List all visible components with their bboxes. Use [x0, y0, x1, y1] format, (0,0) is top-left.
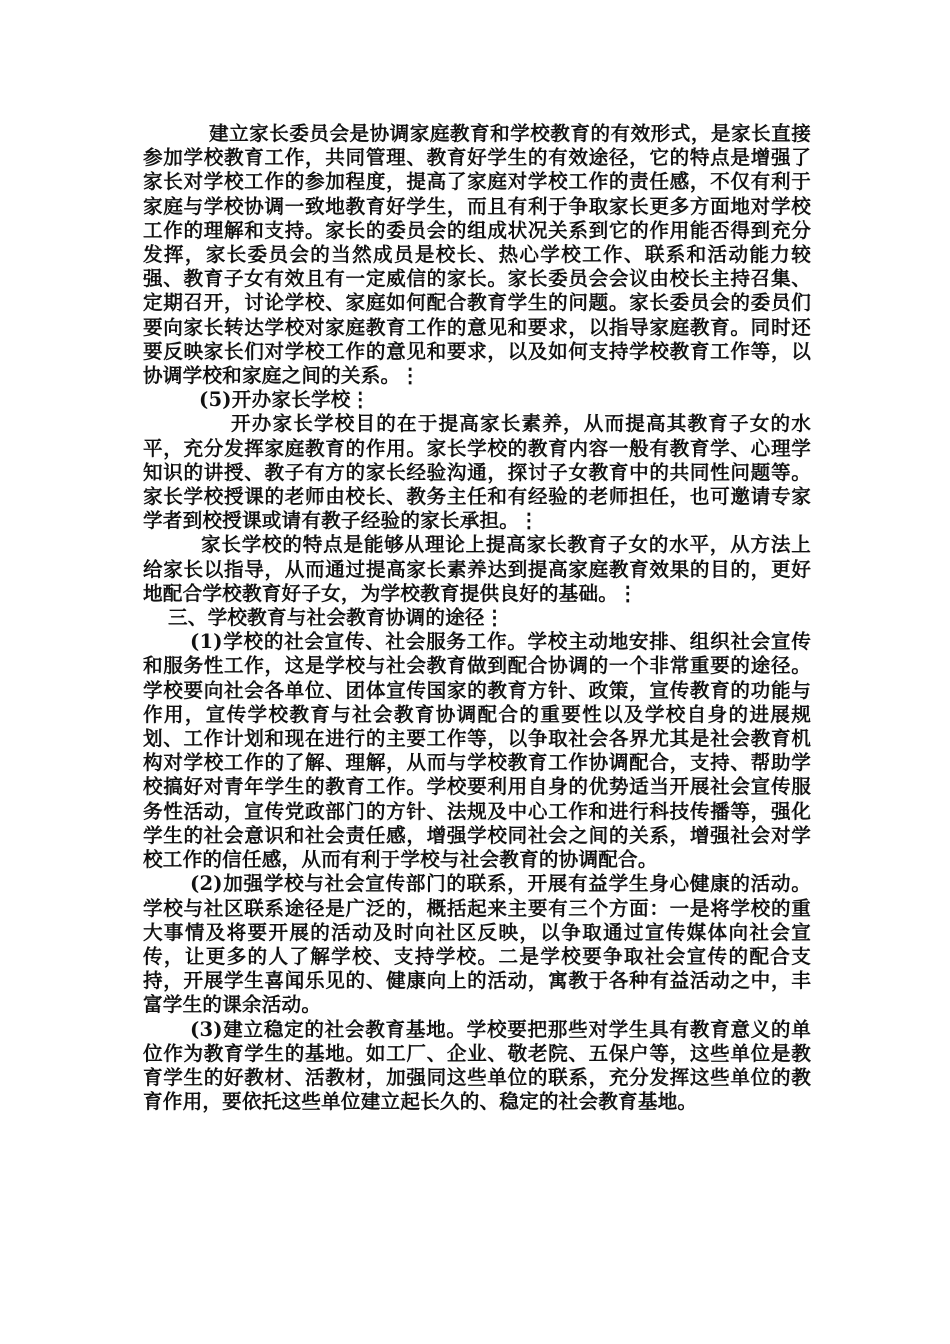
section-heading-school-society: 三、学校教育与社会教育协调的途径⋮: [168, 606, 505, 630]
paragraph-social-publicity: (1)学校的社会宣传、社会服务工作。学校主动地安排、组织社会宣传和服务性工作，这是学校与社会教育做到配合协调的一个非常重要的途径。学校要向社会各单位、团体宣传国家的教育方针、政策，宣传教育的功能与作用，宣传学校教育与社会教育协调配合的重要性以及学校自身的进展规划、工作计划和现在进行的主要工作等，以争取社会各界尤其是社会教育机构对学校工作的了解、理解，从而与学校教育工作协调配合，支持、帮助学校搞好对青年学生的教育工作。学校要利用自身的优势适当开展社会宣传服务性活动，宣传党政部门的方针、法规及中心工作和进行科技传播等，强化学生的社会意识和社会责任感，增强学校同社会之间的关系，增强社会对学校工作的信任感，从而有利于学校与社会教育的协调配合。: [143, 630, 811, 872]
paragraph-parent-school-purpose: 开办家长学校目的在于提高家长素养，从而提高其教育子女的水平，充分发挥家庭教育的作用。家长学校的教育内容一般有教育学、心理学知识的讲授、教子有方的家长经验沟通，探讨子女教育中的共同性问题等。家长学校授课的老师由校长、教务主任和有经验的老师担任，也可邀请专家学者到校授课或请有教子经验的家长承担。⋮: [143, 412, 811, 533]
paragraph-education-base: (3)建立稳定的社会教育基地。学校要把那些对学生具有教育意义的单位作为教育学生的基地。如工厂、企业、敬老院、五保户等，这些单位是教育学生的好教材、活教材，加强同这些单位的联系，充分发挥这些单位的教育作用，要依托这些单位建立起长久的、稳定的社会教育基地。: [143, 1017, 811, 1114]
document-page: [143, 122, 811, 1114]
heading-parent-school: (5)开办家长学校⋮: [199, 388, 371, 412]
paragraph-media-liaison: (2)加强学校与社会宣传部门的联系，开展有益学生身心健康的活动。学校与社区联系途径是广泛的，概括起来主要有三个方面：一是将学校的重大事情及将要开展的活动及时向社区反映，以争取通过宣传媒体向社会宣传，让更多的人了解学校、支持学校。二是学校要争取社会宣传的配合支持，开展学生喜闻乐见的、健康向上的活动，寓教于各种有益活动之中，丰富学生的课余活动。: [143, 872, 811, 1017]
paragraph-parent-committee: 建立家长委员会是协调家庭教育和学校教育的有效形式，是家长直接参加学校教育工作，共同管理、教育好学生的有效途径，它的特点是增强了家长对学校工作的参加程度，提高了家庭对学校工作的责任感，不仅有利于家庭与学校协调一致地教育好学生，而且有利于争取家长更多方面地对学校工作的理解和支持。家长的委员会的组成状况关系到它的作用能否得到充分发挥，家长委员会的当然成员是校长、热心学校工作、联系和活动能力较强、教育子女有效且有一定威信的家长。家长委员会会议由校长主持召集、定期召开，讨论学校、家庭如何配合教育学生的问题。家长委员会的委员们要向家长转达学校对家庭教育工作的意见和要求，以指导家庭教育。同时还要反映家长们对学校工作的意见和要求，以及如何支持学校教育工作等，以协调学校和家庭之间的关系。⋮: [143, 122, 811, 388]
paragraph-parent-school-features: 家长学校的特点是能够从理论上提高家长教育子女的水平，从方法上给家长以指导，从而通过提高家长素养达到提高家庭教育效果的目的，更好地配合学校教育好子女，为学校教育提供良好的基础。⋮: [143, 533, 811, 605]
